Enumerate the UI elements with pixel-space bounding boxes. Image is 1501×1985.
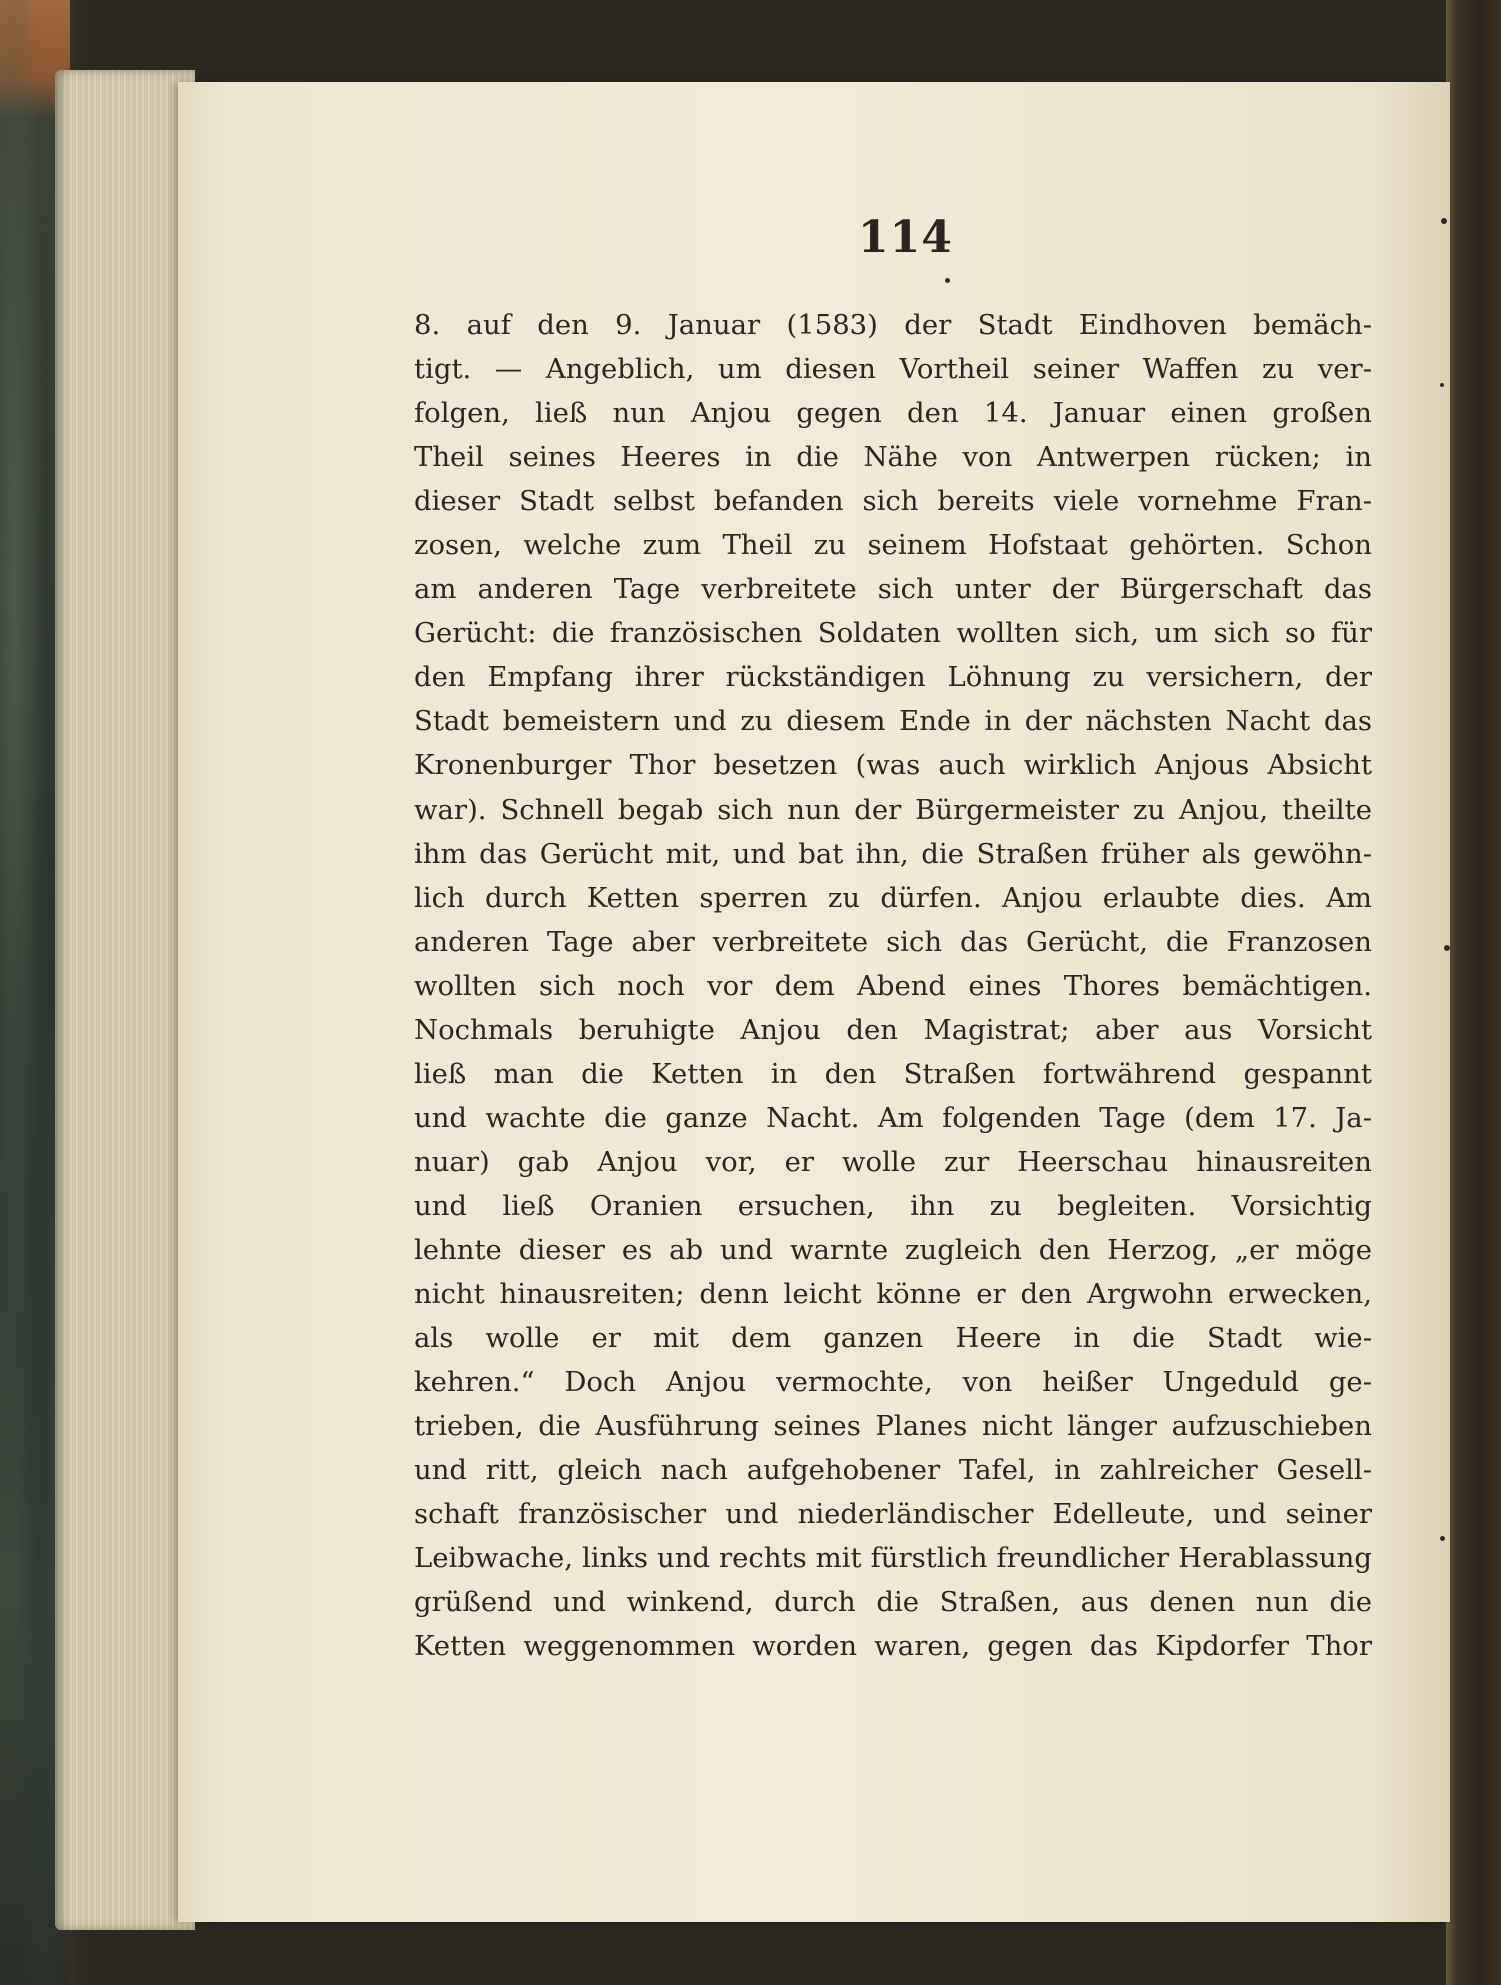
text-line: zosen, welche zum Theil zu seinem Hofstaat gehörten. Schon bbox=[414, 529, 1372, 562]
text-line: nuar) gab Anjou vor, er wolle zur Heerschau hinausreiten bbox=[414, 1145, 1372, 1178]
page-edge-stack bbox=[55, 70, 195, 1930]
text-line: lehnte dieser es ab und warnte zugleich den Herzog, „er möge bbox=[414, 1233, 1372, 1266]
ink-speck bbox=[1440, 383, 1444, 387]
text-line: wollten sich noch vor dem Abend eines Thores bemächtigen. bbox=[414, 969, 1372, 1002]
text-line: Gerücht: die französischen Soldaten wollten sich, um sich so für bbox=[414, 617, 1372, 650]
page-body-text bbox=[414, 303, 1372, 1668]
text-line: trieben, die Ausführung seines Planes nicht länger aufzuschieben bbox=[414, 1410, 1372, 1443]
text-line: ihm das Gerücht mit, und bat ihn, die Straßen früher als gewöhn- bbox=[414, 837, 1372, 870]
text-line: Theil seines Heeres in die Nähe von Antwerpen rücken; in bbox=[414, 441, 1372, 474]
text-line: folgen, ließ nun Anjou gegen den 14. Januar einen großen bbox=[414, 397, 1372, 430]
text-line: kehren.“ Doch Anjou vermochte, von heißer Ungeduld ge- bbox=[414, 1366, 1372, 1399]
text-line: lich durch Ketten sperren zu dürfen. Anjou erlaubte dies. Am bbox=[414, 881, 1372, 914]
text-line: dieser Stadt selbst befanden sich bereits viele vornehme Fran- bbox=[414, 485, 1372, 518]
text-line: grüßend und winkend, durch die Straßen, aus denen nun die bbox=[414, 1586, 1372, 1619]
text-line: Stadt bemeistern und zu diesem Ende in der nächsten Nacht das bbox=[414, 705, 1372, 738]
text-line: am anderen Tage verbreitete sich unter der Bürgerschaft das bbox=[414, 573, 1372, 606]
text-line: 8. auf den 9. Januar (1583) der Stadt Eindhoven bemäch- bbox=[414, 309, 1372, 341]
text-line: ließ man die Ketten in den Straßen fortwährend gespannt bbox=[414, 1057, 1372, 1090]
text-line: schaft französischer und niederländischer Edelleute, und seiner bbox=[414, 1498, 1372, 1531]
text-line: den Empfang ihrer rückständigen Löhnung zu versichern, der bbox=[414, 661, 1372, 694]
text-line: tigt. — Angeblich, um diesen Vortheil seiner Waffen zu ver- bbox=[414, 353, 1372, 386]
text-line: anderen Tage aber verbreitete sich das Gerücht, die Franzosen bbox=[414, 925, 1372, 958]
text-line: Kronenburger Thor besetzen (was auch wirklich Anjous Absicht bbox=[414, 749, 1372, 782]
page-number: 114 bbox=[858, 212, 953, 263]
text-line: war). Schnell begab sich nun der Bürgermeister zu Anjou, theilte bbox=[414, 793, 1372, 826]
text-line: und ritt, gleich nach aufgehobener Tafel, in zahlreicher Gesell- bbox=[414, 1454, 1372, 1487]
text-line: als wolle er mit dem ganzen Heere in die Stadt wie- bbox=[414, 1322, 1372, 1355]
ink-speck bbox=[1441, 218, 1447, 224]
text-line: Ketten weggenommen worden waren, gegen das Kipdorfer Thor bbox=[414, 1630, 1372, 1663]
ink-speck bbox=[945, 278, 950, 283]
text-line: nicht hinausreiten; denn leicht könne er den Argwohn erwecken, bbox=[414, 1278, 1372, 1311]
text-line: und ließ Oranien ersuchen, ihn zu begleiten. Vorsichtig bbox=[414, 1189, 1372, 1222]
right-book-cover bbox=[1446, 0, 1501, 1985]
text-line: und wachte die ganze Nacht. Am folgenden Tage (dem 17. Ja- bbox=[414, 1101, 1372, 1134]
text-line: Leibwache, links und rechts mit fürstlich freundlicher Herablassung bbox=[414, 1542, 1372, 1575]
text-line: Nochmals beruhigte Anjou den Magistrat; aber aus Vorsicht bbox=[414, 1013, 1372, 1046]
ink-speck bbox=[1440, 1536, 1445, 1541]
ink-speck bbox=[1444, 945, 1450, 951]
